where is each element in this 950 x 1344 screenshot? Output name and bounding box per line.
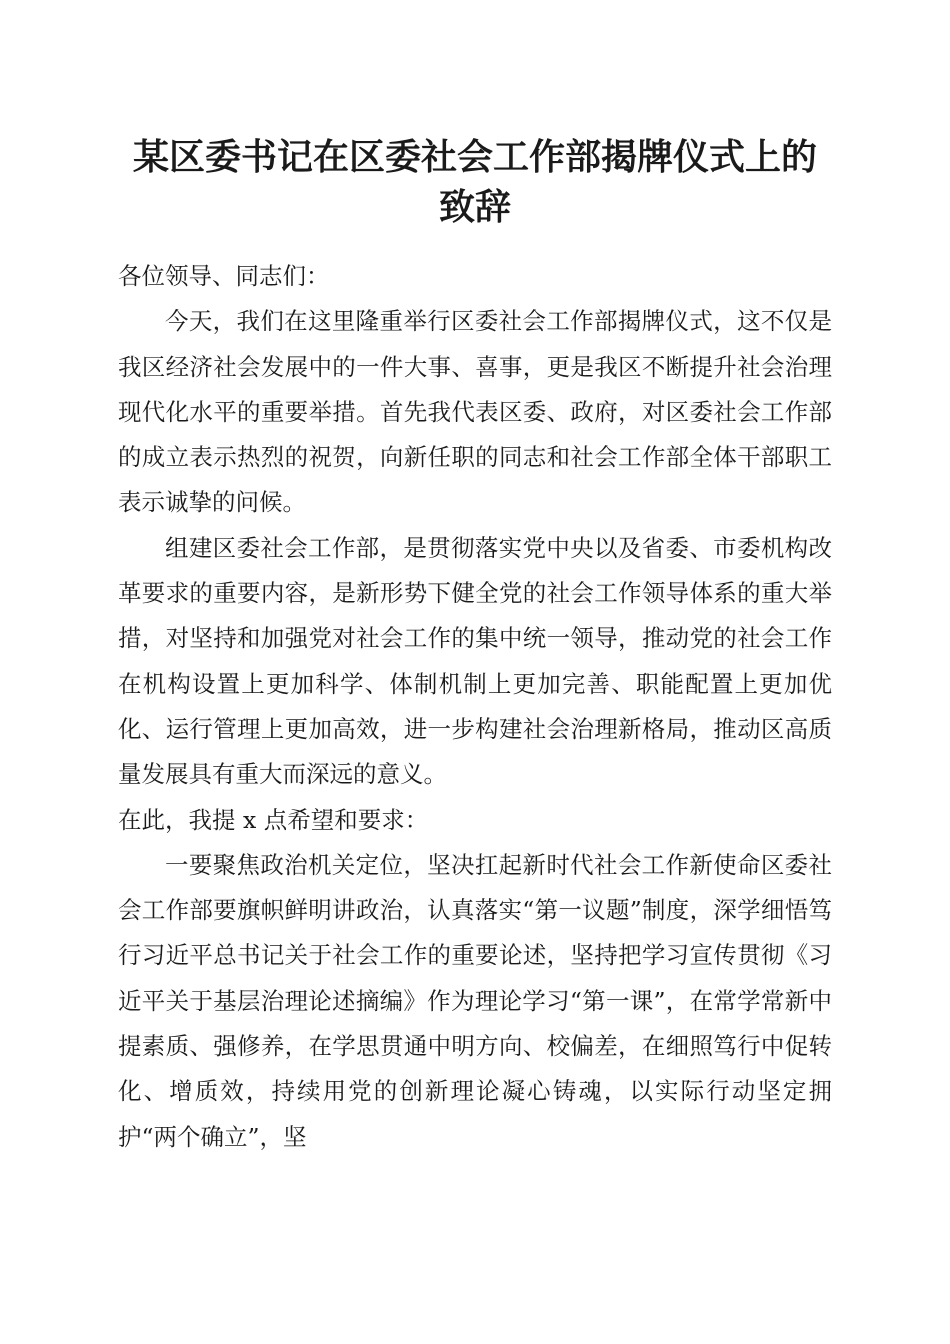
document-title: 某区委书记在区委社会工作部揭牌仪式上的致辞 xyxy=(132,136,817,228)
salutation: 各位领导、同志们： xyxy=(118,262,330,290)
document-body xyxy=(118,254,832,1160)
paragraph: 一要聚焦政治机关定位，坚决扛起新时代社会工作新使命区委社会工作部要旗帜鲜明讲政治，认真落实“第一议题”制度，深学细悟笃行习近平总书记关于社会工作的重要论述，坚持把学习宣传贯彻《习近平关于基层治理论述摘编》作为理论学习“第一课”，在常学常新中提素质、强修养，在学思贯通中明方向、校偏差，在细照笃行中促转化、增质效，持续用党的创新理论凝心铸魂，以实际行动坚定拥护“两个确立”，坚 xyxy=(118,850,832,1151)
paragraph: 在此，我提 x 点希望和要求： xyxy=(118,805,429,834)
paragraph: 今天，我们在这里隆重举行区委社会工作部揭牌仪式，这不仅是我区经济社会发展中的一件大事、喜事，更是我区不断提升社会治理现代化水平的重要举措。首先我代表区委、政府，对区委社会工作部的成立表示热烈的祝贺，向新任职的同志和社会工作部全体干部职工表示诚挚的问候。 xyxy=(118,307,832,517)
paragraph: 组建区委社会工作部，是贯彻落实党中央以及省委、市委机构改革要求的重要内容，是新形势下健全党的社会工作领导体系的重大举措，对坚持和加强党对社会工作的集中统一领导，推动党的社会工作在机构设置上更加科学、体制机制上更加完善、职能配置上更加优化、运行管理上更加高效，进一步构建社会治理新格局，推动区高质量发展具有重大而深远的意义。 xyxy=(118,533,832,789)
